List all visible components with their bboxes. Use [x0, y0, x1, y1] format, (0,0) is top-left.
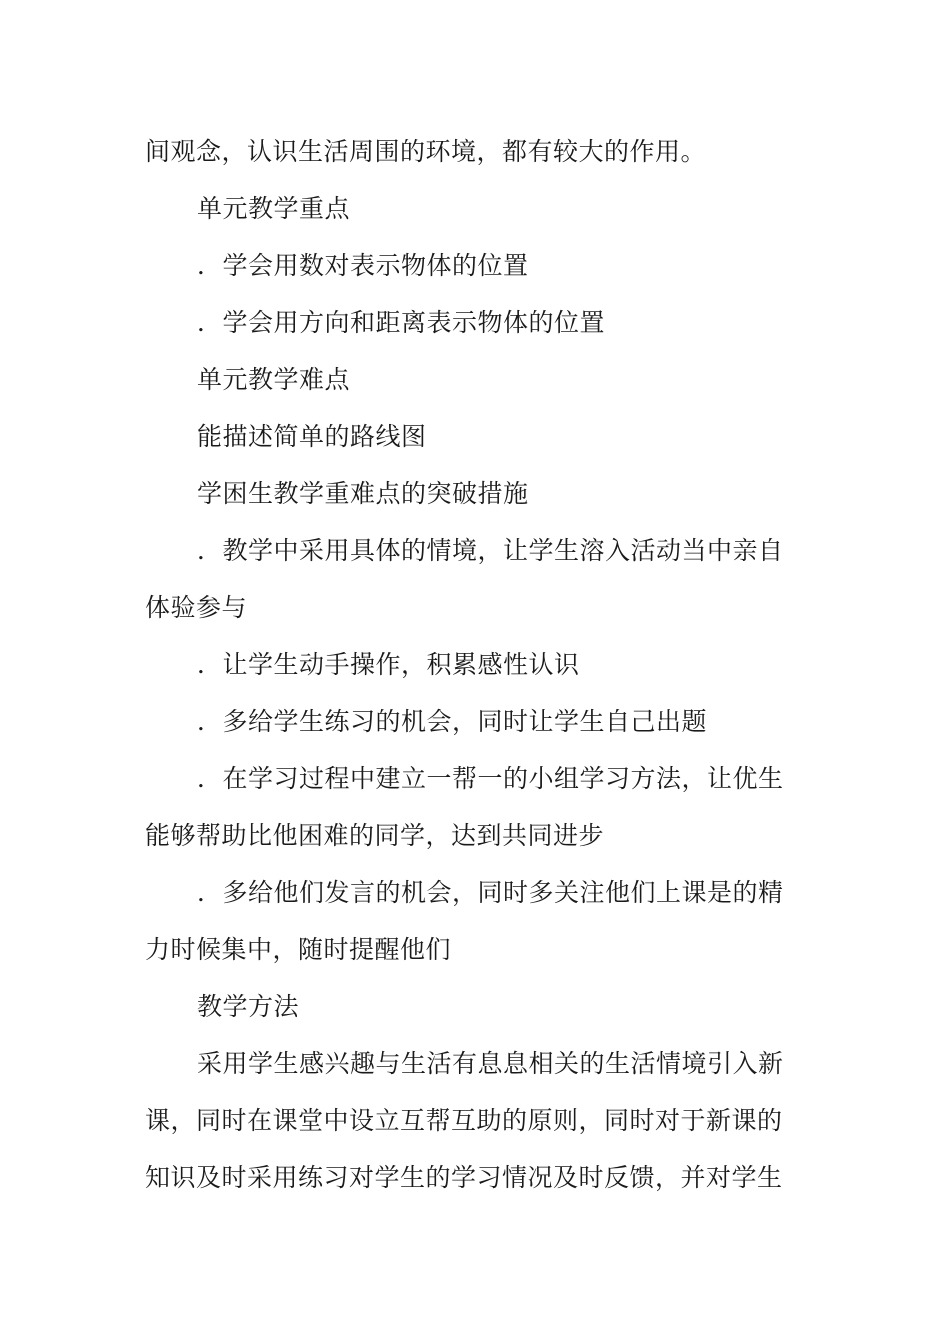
list-item: ．学会用数对表示物体的位置	[197, 251, 529, 280]
list-item: ．多给他们发言的机会，同时多关注他们上课是的精	[197, 878, 784, 907]
section-heading-methods: 教学方法	[197, 992, 300, 1021]
list-item: ．在学习过程中建立一帮一的小组学习方法，让优生	[197, 764, 784, 793]
list-item: ．学会用方向和距离表示物体的位置	[197, 308, 606, 337]
list-item-continuation: 体验参与	[145, 593, 248, 622]
paragraph-line: 采用学生感兴趣与生活有息息相关的生活情境引入新	[197, 1049, 784, 1078]
paragraph-line: 课，同时在课堂中设立互帮互助的原则，同时对于新课的	[145, 1106, 783, 1135]
section-heading-measures: 学困生教学重难点的突破措施	[197, 479, 529, 508]
list-item: ．多给学生练习的机会，同时让学生自己出题	[197, 707, 708, 736]
paragraph-line: 能描述简单的路线图	[197, 422, 427, 451]
list-item-continuation: 力时候集中，随时提醒他们	[145, 935, 452, 964]
paragraph-line: 知识及时采用练习对学生的学习情况及时反馈，并对学生	[145, 1163, 783, 1192]
list-item-continuation: 能够帮助比他困难的同学，达到共同进步	[145, 821, 605, 850]
list-item: ．教学中采用具体的情境，让学生溶入活动当中亲自	[197, 536, 784, 565]
list-item: ．让学生动手操作，积累感性认识	[197, 650, 580, 679]
paragraph-line: 间观念，认识生活周围的环境，都有较大的作用。	[145, 137, 707, 166]
section-heading-difficulties: 单元教学难点	[197, 365, 351, 394]
section-heading-key-points: 单元教学重点	[197, 194, 351, 223]
